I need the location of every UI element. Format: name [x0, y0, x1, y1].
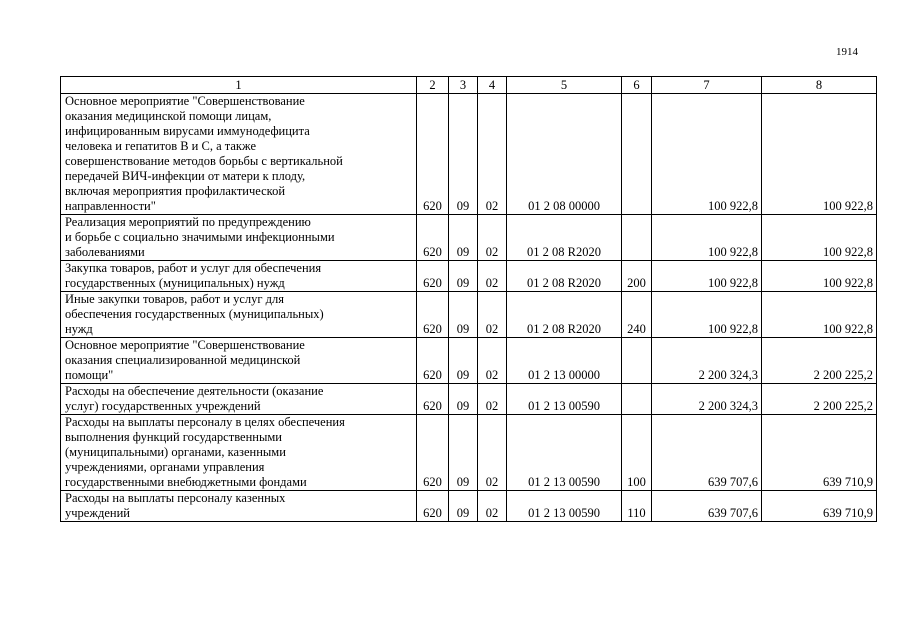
expense-type-cell — [622, 338, 652, 384]
expense-type-cell — [622, 94, 652, 215]
description-line: Расходы на обеспечение деятельности (оказание — [65, 384, 324, 398]
ministry-code-cell: 620 — [417, 384, 449, 415]
ministry-code-cell: 620 — [417, 338, 449, 384]
section-code-cell: 09 — [449, 292, 478, 338]
amount-year-1-cell: 100 922,8 — [652, 292, 762, 338]
target-article-cell: 01 2 13 00000 — [507, 338, 622, 384]
amount-year-2-cell: 100 922,8 — [762, 261, 877, 292]
target-article-cell: 01 2 13 00590 — [507, 415, 622, 491]
section-code-cell: 09 — [449, 491, 478, 522]
amount-year-2-cell: 100 922,8 — [762, 292, 877, 338]
subsection-code-cell: 02 — [478, 94, 507, 215]
expense-type-cell — [622, 384, 652, 415]
description-line: обеспечения государственных (муниципальных) — [65, 307, 324, 321]
expense-type-cell: 110 — [622, 491, 652, 522]
ministry-code-cell: 620 — [417, 415, 449, 491]
column-header: 1 — [61, 77, 417, 94]
amount-year-1-cell: 100 922,8 — [652, 215, 762, 261]
target-article-cell: 01 2 08 R2020 — [507, 261, 622, 292]
expense-type-cell: 100 — [622, 415, 652, 491]
amount-year-2-cell: 2 200 225,2 — [762, 338, 877, 384]
target-article-cell: 01 2 13 00590 — [507, 491, 622, 522]
description-line: передачей ВИЧ-инфекции от матери к плоду, — [65, 169, 306, 183]
column-header: 8 — [762, 77, 877, 94]
target-article-cell: 01 2 13 00590 — [507, 384, 622, 415]
description-line: учреждений — [65, 506, 130, 520]
description-cell — [61, 292, 417, 338]
section-code-cell: 09 — [449, 215, 478, 261]
description-line: заболеваниями — [65, 245, 145, 259]
ministry-code-cell: 620 — [417, 491, 449, 522]
ministry-code-cell: 620 — [417, 292, 449, 338]
subsection-code-cell: 02 — [478, 384, 507, 415]
table-row — [61, 384, 877, 415]
description-line: Реализация мероприятий по предупреждению — [65, 215, 311, 229]
amount-year-1-cell: 100 922,8 — [652, 94, 762, 215]
table-row — [61, 215, 877, 261]
column-header: 3 — [449, 77, 478, 94]
description-line: учреждениями, органами управления — [65, 460, 265, 474]
column-header: 5 — [507, 77, 622, 94]
description-line: Основное мероприятие "Совершенствование — [65, 338, 305, 352]
table-row — [61, 415, 877, 491]
section-code-cell: 09 — [449, 261, 478, 292]
subsection-code-cell: 02 — [478, 415, 507, 491]
description-line: Иные закупки товаров, работ и услуг для — [65, 292, 285, 306]
section-code-cell: 09 — [449, 415, 478, 491]
amount-year-2-cell: 639 710,9 — [762, 491, 877, 522]
target-article-cell: 01 2 08 00000 — [507, 94, 622, 215]
description-line: услуг) государственных учреждений — [65, 399, 261, 413]
description-cell — [61, 215, 417, 261]
subsection-code-cell: 02 — [478, 338, 507, 384]
description-cell — [61, 415, 417, 491]
description-line: (муниципальными) органами, казенными — [65, 445, 286, 459]
column-header: 7 — [652, 77, 762, 94]
budget-table — [60, 76, 877, 522]
description-line: Основное мероприятие "Совершенствование — [65, 94, 305, 108]
subsection-code-cell: 02 — [478, 491, 507, 522]
ministry-code-cell: 620 — [417, 94, 449, 215]
description-cell — [61, 384, 417, 415]
table-row — [61, 338, 877, 384]
description-line: выполнения функций государственными — [65, 430, 282, 444]
section-code-cell: 09 — [449, 338, 478, 384]
target-article-cell: 01 2 08 R2020 — [507, 292, 622, 338]
description-cell — [61, 94, 417, 215]
description-line: нужд — [65, 322, 93, 336]
table-row — [61, 261, 877, 292]
description-cell — [61, 491, 417, 522]
expense-type-cell: 240 — [622, 292, 652, 338]
table-row — [61, 491, 877, 522]
section-code-cell: 09 — [449, 384, 478, 415]
subsection-code-cell: 02 — [478, 292, 507, 338]
ministry-code-cell: 620 — [417, 215, 449, 261]
table-row — [61, 94, 877, 215]
amount-year-1-cell: 639 707,6 — [652, 491, 762, 522]
amount-year-2-cell: 639 710,9 — [762, 415, 877, 491]
description-line: оказания специализированной медицинской — [65, 353, 301, 367]
column-header: 4 — [478, 77, 507, 94]
column-header: 6 — [622, 77, 652, 94]
subsection-code-cell: 02 — [478, 261, 507, 292]
amount-year-1-cell: 2 200 324,3 — [652, 384, 762, 415]
description-cell — [61, 338, 417, 384]
expense-type-cell — [622, 215, 652, 261]
description-line: Закупка товаров, работ и услуг для обеспечения — [65, 261, 322, 275]
description-line: оказания медицинской помощи лицам, — [65, 109, 272, 123]
amount-year-1-cell: 639 707,6 — [652, 415, 762, 491]
description-line: человека и гепатитов В и С, а также — [65, 139, 257, 153]
section-code-cell: 09 — [449, 94, 478, 215]
description-line: государственными внебюджетными фондами — [65, 475, 307, 489]
description-line: совершенствование методов борьбы с вертикальной — [65, 154, 343, 168]
description-line: включая мероприятия профилактической — [65, 184, 286, 198]
description-line: Расходы на выплаты персоналу казенных — [65, 491, 286, 505]
subsection-code-cell: 02 — [478, 215, 507, 261]
amount-year-2-cell: 100 922,8 — [762, 94, 877, 215]
description-line: направленности" — [65, 199, 156, 213]
amount-year-1-cell: 100 922,8 — [652, 261, 762, 292]
target-article-cell: 01 2 08 R2020 — [507, 215, 622, 261]
table-header-row — [61, 77, 877, 94]
description-line: и борьбе с социально значимыми инфекционными — [65, 230, 335, 244]
description-line: инфицированным вирусами иммунодефицита — [65, 124, 310, 138]
description-line: государственных (муниципальных) нужд — [65, 276, 285, 290]
amount-year-2-cell: 100 922,8 — [762, 215, 877, 261]
expense-type-cell: 200 — [622, 261, 652, 292]
description-line: помощи" — [65, 368, 114, 382]
description-cell — [61, 261, 417, 292]
amount-year-2-cell: 2 200 225,2 — [762, 384, 877, 415]
table-row — [61, 292, 877, 338]
description-line: Расходы на выплаты персоналу в целях обеспечения — [65, 415, 345, 429]
column-header: 2 — [417, 77, 449, 94]
amount-year-1-cell: 2 200 324,3 — [652, 338, 762, 384]
page-number: 1914 — [836, 46, 858, 58]
table-body — [61, 94, 877, 522]
ministry-code-cell: 620 — [417, 261, 449, 292]
